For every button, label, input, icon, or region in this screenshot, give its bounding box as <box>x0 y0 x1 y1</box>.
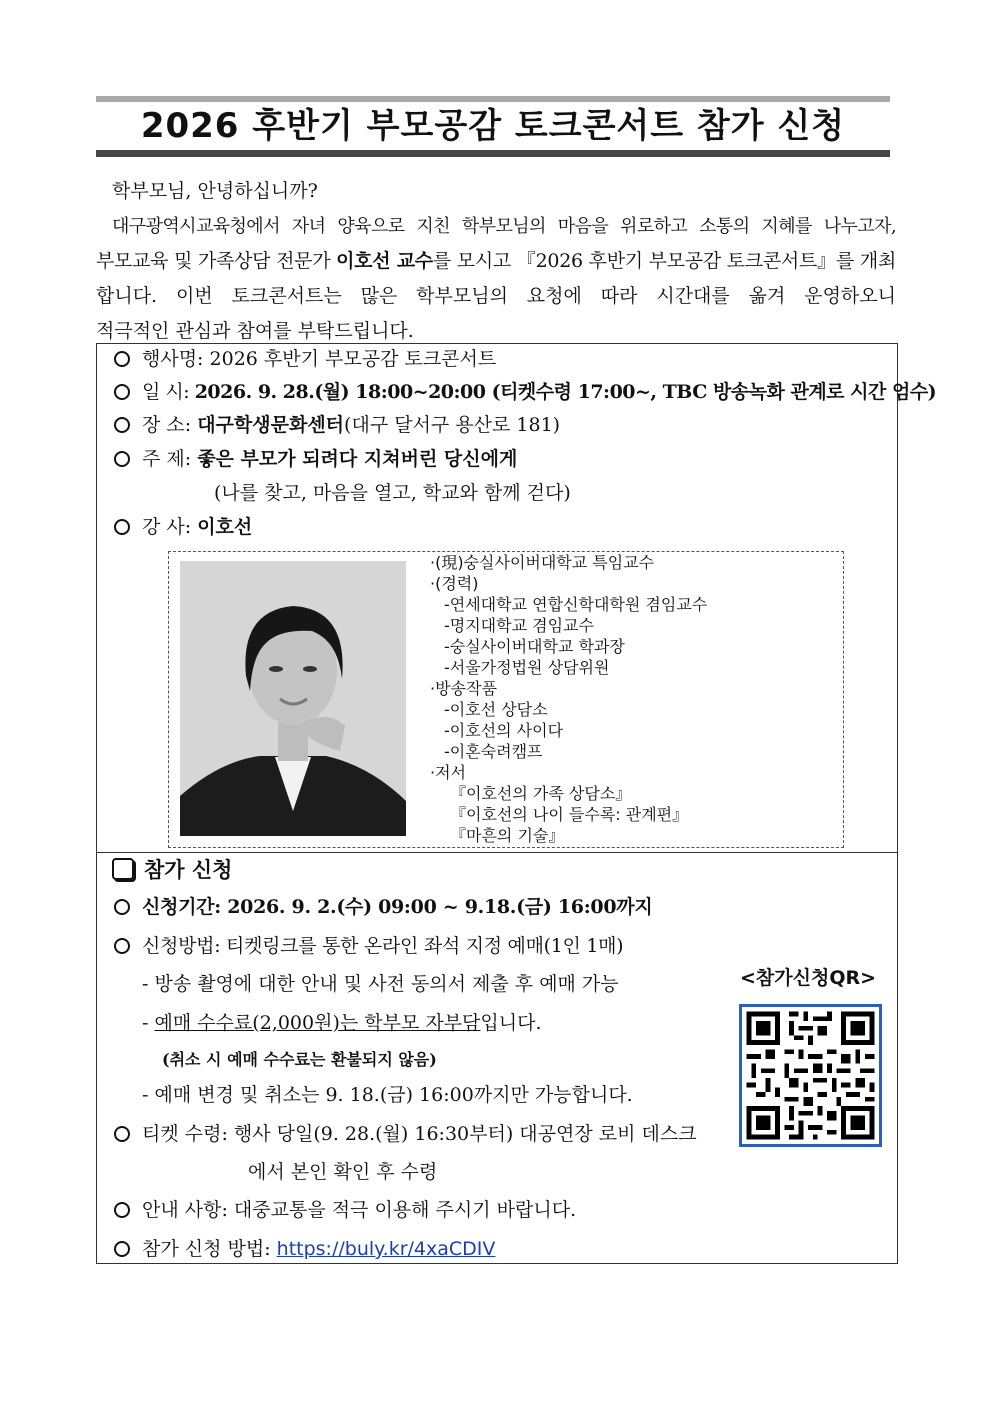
career-line: -이호선의 사이다 <box>444 721 564 740</box>
career-line: 『이호선의 가족 상담소』 <box>450 784 632 803</box>
event-place-row: 장 소: 대구학생문화센터(대구 달서구 용산로 181) <box>114 411 560 439</box>
event-theme-sub: (나를 찾고, 마음을 열고, 학교와 함께 걷다) <box>214 482 571 504</box>
qr-label: <참가신청QR> <box>740 967 877 989</box>
career-line: -이혼숙려캠프 <box>444 742 543 761</box>
circle-bullet-icon <box>114 351 130 367</box>
apply-link[interactable]: https://buly.kr/4xaCDIV <box>276 1238 496 1260</box>
career-line: -숭실사이버대학교 학과장 <box>444 637 625 656</box>
circle-bullet-icon <box>114 1241 130 1257</box>
ticket-row: 티켓 수령: 행사 당일(9. 28.(월) 16:30부터) 대공연장 로비 데스크 <box>114 1120 697 1148</box>
title-bottom-rule <box>96 150 890 157</box>
intro-line: 적극적인 관심과 참여를 부탁드립니다. <box>96 320 414 342</box>
info-row: 안내 사항: 대중교통을 적극 이용해 주시기 바랍니다. <box>114 1196 576 1224</box>
intro-line: 합니다. 이번 토크콘서트는 많은 학부모님의 요청에 따라 시간대를 옮겨 운영하오니 <box>96 285 896 307</box>
circle-bullet-icon <box>114 938 130 954</box>
career-line: ·방송작품 <box>430 679 497 698</box>
apply-note: - 방송 촬영에 대한 안내 및 사전 동의서 제출 후 예매 가능 <box>142 973 619 995</box>
circle-bullet-icon <box>114 417 130 433</box>
apply-note: - 예매 수수료(2,000원)는 학부모 자부담입니다. <box>142 1012 542 1034</box>
career-line: -연세대학교 연합신학대학원 겸임교수 <box>444 595 708 614</box>
qr-code[interactable] <box>739 1004 882 1147</box>
intro-greeting: 학부모님, 안녕하십니까? <box>112 180 318 202</box>
intro-line: 부모교육 및 가족상담 전문가 이호선 교수를 모시고 『2026 후반기 부모공감 토크콘서트』를 개최 <box>96 250 896 272</box>
intro-line: 대구광역시교육청에서 자녀 양육으로 지친 학부모님의 마음을 위로하고 소통의 지혜를 나누고자, <box>112 216 896 237</box>
career-line: 『마흔의 기술』 <box>450 826 565 845</box>
checkbox-icon <box>112 858 134 880</box>
intro-paragraph <box>96 174 896 349</box>
event-speaker-row: 강 사: 이호선 <box>114 513 252 541</box>
apply-period-row: 신청기간: 2026. 9. 2.(수) 09:00 ~ 9.18.(금) 16:00까지 <box>114 893 652 921</box>
career-line: ·저서 <box>430 763 466 782</box>
career-line: -서울가정법원 상담위원 <box>444 658 610 677</box>
circle-bullet-icon <box>114 899 130 915</box>
event-theme-row: 주 제: 좋은 부모가 되려다 지쳐버린 당신에게 <box>114 445 517 473</box>
circle-bullet-icon <box>114 1202 130 1218</box>
page-title: 2026 후반기 부모공감 토크콘서트 참가 신청 <box>140 106 846 146</box>
ticket-row-cont: 에서 본인 확인 후 수령 <box>248 1161 438 1183</box>
link-row: 참가 신청 방법: https://buly.kr/4xaCDIV <box>114 1235 495 1263</box>
apply-heading: 참가 신청 <box>112 856 232 884</box>
apply-note: - 예매 변경 및 취소는 9. 18.(금) 16:00까지만 가능합니다. <box>142 1084 633 1106</box>
speaker-career-list <box>430 552 707 846</box>
apply-note-sub: (취소 시 예매 수수료는 환불되지 않음) <box>162 1050 437 1069</box>
qr-code-icon <box>742 1007 879 1144</box>
event-name-row: 행사명: 2026 후반기 부모공감 토크콘서트 <box>114 345 496 373</box>
event-date-row: 일 시: 2026. 9. 28.(월) 18:00~20:00 (티켓수령 17:00~, TBC 방송녹화 관계로 시간 엄수) <box>114 378 936 406</box>
circle-bullet-icon <box>114 1126 130 1142</box>
career-line: ·(경력) <box>430 574 479 593</box>
circle-bullet-icon <box>114 384 130 400</box>
apply-method-row: 신청방법: 티켓링크를 통한 온라인 좌석 지정 예매(1인 1매) <box>114 932 623 960</box>
circle-bullet-icon <box>114 519 130 535</box>
career-line: -이호선 상담소 <box>444 700 548 719</box>
career-line: -명지대학교 겸임교수 <box>444 616 594 635</box>
career-line: ·(現)숭실사이버대학교 특임교수 <box>430 553 655 572</box>
career-line: 『이호선의 나이 들수록: 관계편』 <box>450 805 689 824</box>
speaker-portrait-icon <box>180 561 406 836</box>
circle-bullet-icon <box>114 451 130 467</box>
speaker-photo <box>180 561 406 836</box>
